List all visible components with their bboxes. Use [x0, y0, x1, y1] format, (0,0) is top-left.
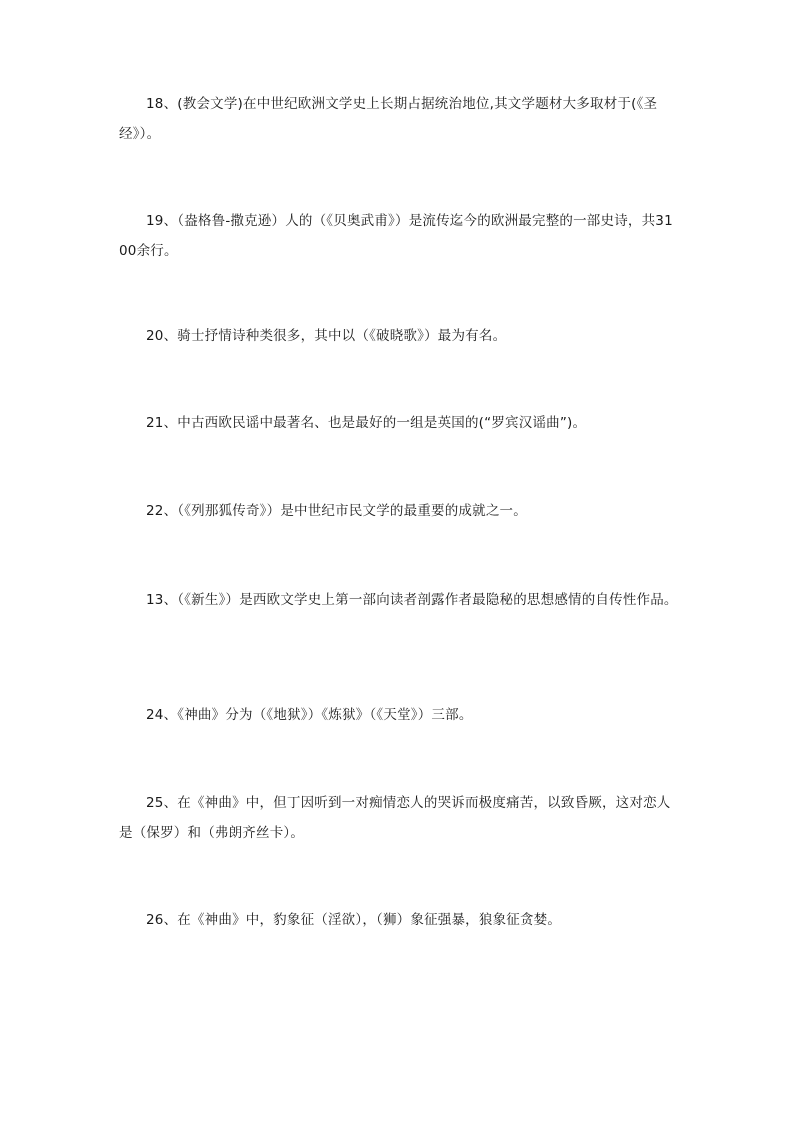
question-13-paragraph: 13、（《新生》）是西欧文学史上第一部向读者剖露作者最隐秘的思想感情的自传性作品。 — [146, 592, 678, 608]
question-21-paragraph: 21、中古西欧民谣中最著名、也是最好的一组是英国的(“罗宾汉谣曲”)。 — [146, 415, 587, 431]
question-19-paragraph: 19、（盎格鲁-撒克逊）人的（《贝奥武甫》）是流传迄今的欧洲最完整的一部史诗，共3100余行。 — [119, 213, 673, 259]
question-25-paragraph: 25、在《神曲》中，但丁因听到一对痴情恋人的哭诉而极度痛苦，以致昏厥，这对恋人是（保罗）和（弗朗齐丝卡）。 — [119, 795, 671, 841]
question-24-paragraph: 24、《神曲》分为（《地狱》）《炼狱》（《天堂》）三部。 — [146, 707, 473, 723]
question-20-paragraph: 20、骑士抒情诗种类很多，其中以（《破晓歌》）最为有名。 — [146, 328, 507, 344]
question-26-paragraph: 26、在《神曲》中，豹象征（淫欲），（狮）象征强暴，狼象征贪婪。 — [146, 912, 562, 928]
question-22-paragraph: 22、（《列那狐传奇》）是中世纪市民文学的最重要的成就之一。 — [146, 503, 527, 519]
question-18-paragraph: 18、(教会文学)在中世纪欧洲文学史上长期占据统治地位,其文学题材大多取材于(《圣经》）。 — [119, 96, 658, 142]
